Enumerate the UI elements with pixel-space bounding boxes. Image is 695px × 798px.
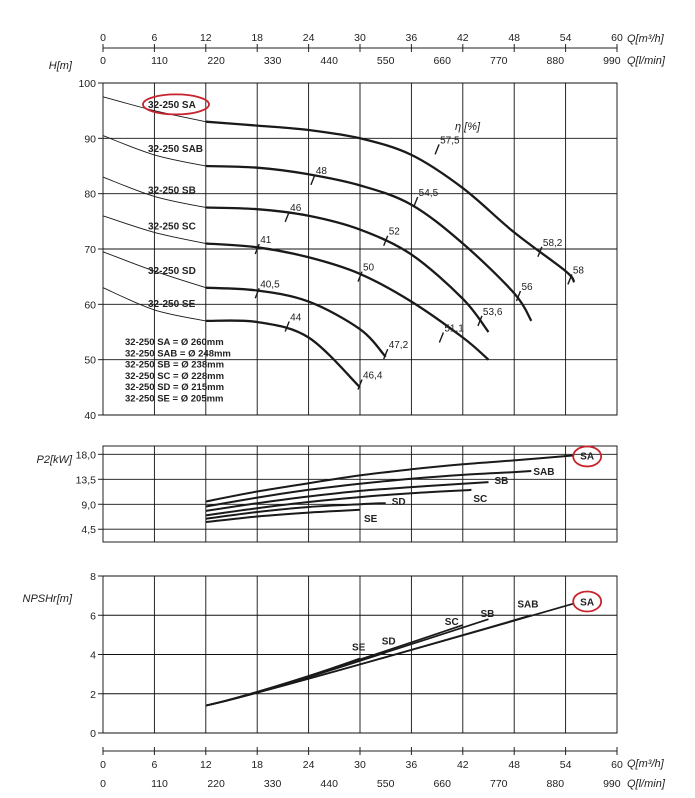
top-m3h-tick-label: 54	[559, 32, 572, 44]
head-curve-label: 32-250 SD	[148, 265, 196, 277]
efficiency-label: 40,5	[260, 279, 280, 291]
head-curve-32-250-sc	[206, 244, 489, 360]
y-tick-label: 4,5	[81, 524, 96, 537]
head-curve-label: 32-250 SC	[148, 221, 196, 233]
top-lmin-tick-label: 110	[151, 55, 168, 67]
power-curve-label: SA	[580, 451, 595, 463]
y-tick-label: 40	[84, 410, 96, 422]
npsh-curve-label: SE	[352, 642, 366, 654]
efficiency-tick	[435, 144, 439, 154]
top-m3h-tick-label: 6	[151, 32, 158, 44]
y-tick-label: 70	[84, 244, 96, 256]
npsh-curve-label: SC	[444, 617, 459, 629]
top-lmin-tick-label: 660	[433, 55, 452, 67]
efficiency-label: 58	[572, 265, 585, 277]
bottom-m3h-tick-label: 12	[199, 759, 212, 771]
npsh-curve-label: SAB	[517, 599, 539, 611]
bottom-m3h-tick-label: 6	[151, 759, 158, 771]
y-axis-label: NPSHr[m]	[22, 593, 72, 605]
y-axis-label: H[m]	[48, 60, 72, 72]
diameter-legend-line: 32-250 SE = Ø 205mm	[125, 393, 224, 405]
efficiency-label: 41	[260, 235, 272, 246]
y-tick-label: 9,0	[81, 499, 96, 512]
head-curve-32-250-sab	[206, 166, 532, 324]
head-curve-label: 32-250 SAB	[148, 144, 204, 156]
diameter-legend-line: 32-250 SD = Ø 215mm	[125, 382, 225, 394]
bottom-axis-label-m3h: Q[m³/h]	[627, 758, 664, 770]
bottom-lmin-tick-label: 880	[546, 778, 565, 790]
power-curve-label: SD	[391, 497, 406, 509]
power-curve-label: SC	[473, 493, 488, 505]
efficiency-label: 44	[290, 312, 302, 324]
efficiency-label: 54,5	[418, 187, 439, 199]
y-tick-label: 8	[90, 571, 96, 583]
top-m3h-tick-label: 12	[199, 32, 212, 44]
bottom-lmin-tick-label: 440	[320, 778, 338, 790]
power-curve-label: SE	[364, 513, 378, 525]
head-curve-label: 32-250 SA	[148, 99, 196, 111]
y-tick-label: 0	[90, 728, 96, 740]
y-tick-label: 50	[84, 354, 96, 367]
bottom-lmin-tick-label: 770	[490, 778, 508, 790]
bottom-m3h-tick-label: 60	[611, 759, 623, 771]
top-axis-label-m3h: Q[m³/h]	[627, 33, 664, 45]
top-m3h-tick-label: 18	[251, 32, 264, 44]
top-axis-label-lmin: Q[l/min]	[627, 55, 665, 67]
y-tick-label: 18,0	[75, 449, 96, 462]
bottom-lmin-tick-label: 990	[603, 778, 621, 790]
npsh-curve-se	[206, 658, 360, 705]
diameter-legend-line: 32-250 SA = Ø 260mm	[125, 337, 224, 348]
bottom-m3h-tick-label: 0	[100, 759, 106, 771]
y-tick-label: 6	[90, 610, 96, 623]
bottom-lmin-tick-label: 110	[151, 778, 168, 790]
bottom-m3h-tick-label: 30	[354, 759, 366, 771]
top-m3h-tick-label: 42	[456, 32, 469, 44]
bottom-m3h-tick-label: 18	[251, 759, 264, 771]
top-lmin-tick-label: 550	[376, 55, 395, 67]
top-lmin-tick-label: 990	[603, 55, 621, 67]
efficiency-label: 50	[363, 262, 375, 274]
efficiency-label: 53,6	[482, 306, 503, 318]
efficiency-label: 47,2	[388, 340, 409, 352]
y-tick-label: 90	[84, 133, 96, 146]
y-tick-label: 80	[84, 188, 96, 201]
top-lmin-tick-label: 880	[546, 55, 565, 67]
npsh-curve-label: SB	[480, 609, 495, 621]
top-lmin-tick-label: 440	[320, 55, 338, 67]
efficiency-axis-label: η [%]	[455, 121, 481, 133]
bottom-m3h-tick-label: 24	[302, 759, 315, 771]
bottom-lmin-tick-label: 330	[263, 778, 282, 790]
top-lmin-tick-label: 330	[263, 55, 282, 67]
y-axis-label: P2[kW]	[36, 454, 72, 466]
top-m3h-tick-label: 30	[354, 32, 366, 44]
npsh-curve-label: SA	[580, 597, 595, 609]
power-curve-label: SAB	[533, 466, 555, 478]
bottom-lmin-tick-label: 660	[433, 778, 452, 790]
y-tick-label: 100	[78, 78, 96, 90]
y-tick-label: 60	[84, 299, 96, 312]
bottom-m3h-tick-label: 54	[559, 759, 572, 771]
top-m3h-tick-label: 0	[100, 32, 106, 44]
top-lmin-tick-label: 770	[490, 55, 508, 67]
top-lmin-tick-label: 220	[207, 55, 225, 67]
bottom-lmin-tick-label: 220	[207, 778, 225, 790]
bottom-m3h-tick-label: 42	[456, 759, 469, 771]
diameter-legend-line: 32-250 SC = Ø 228mm	[125, 370, 225, 382]
efficiency-label: 51,1	[444, 323, 464, 335]
power-curve-sb	[206, 482, 489, 511]
efficiency-label: 52	[388, 226, 400, 238]
bottom-axis-label-lmin: Q[l/min]	[627, 778, 665, 790]
efficiency-label: 58,2	[542, 237, 563, 249]
top-m3h-tick-label: 48	[508, 32, 521, 44]
head-curve-label: 32-250 SE	[148, 299, 196, 311]
bottom-m3h-tick-label: 36	[405, 759, 418, 771]
diameter-legend-line: 32-250 SAB = Ø 248mm	[125, 348, 231, 360]
npsh-curve-sd	[206, 653, 386, 706]
top-m3h-tick-label: 36	[405, 32, 418, 44]
head-curve-32-250-sa	[206, 122, 574, 283]
top-m3h-tick-label: 24	[302, 32, 315, 44]
efficiency-tick	[439, 333, 443, 343]
npsh-curve-label: SD	[381, 636, 396, 648]
bottom-lmin-tick-label: 0	[100, 778, 106, 790]
bottom-lmin-tick-label: 550	[376, 778, 395, 790]
efficiency-label: 46,4	[363, 370, 383, 382]
efficiency-label: 46	[290, 202, 302, 214]
y-tick-label: 13,5	[75, 474, 96, 487]
top-lmin-tick-label: 0	[100, 55, 106, 67]
y-tick-label: 2	[90, 688, 96, 701]
efficiency-tick	[414, 197, 418, 207]
efficiency-label: 56	[521, 282, 533, 294]
power-curve-label: SB	[494, 476, 509, 488]
top-m3h-tick-label: 60	[611, 32, 623, 44]
y-tick-label: 4	[90, 649, 96, 662]
efficiency-tick	[311, 175, 315, 185]
diameter-legend-line: 32-250 SB = Ø 238mm	[125, 359, 225, 371]
efficiency-label: 48	[315, 165, 328, 177]
efficiency-label: 57,5	[440, 135, 460, 147]
bottom-m3h-tick-label: 48	[508, 759, 521, 771]
head-curve-label: 32-250 SB	[148, 185, 196, 197]
